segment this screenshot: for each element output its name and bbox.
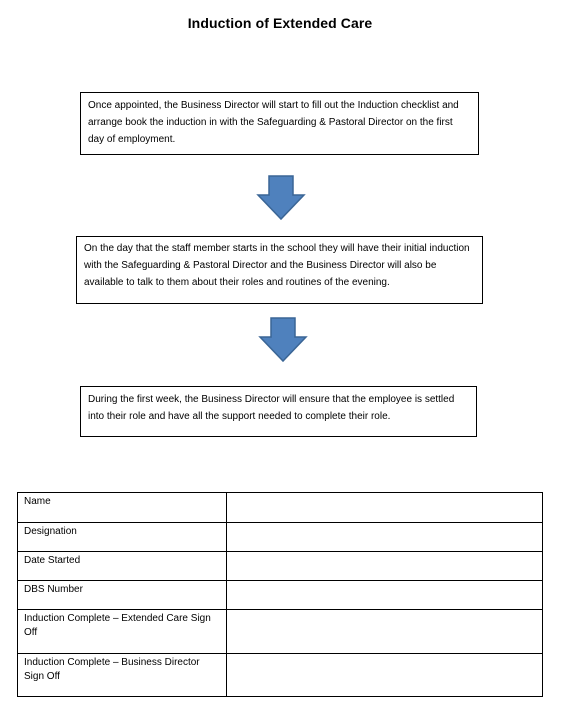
extended-care-sign-off-field[interactable] bbox=[227, 610, 543, 654]
business-director-sign-off-label: Induction Complete – Business Director Sign Off bbox=[18, 654, 227, 697]
table-row bbox=[18, 610, 543, 654]
flow-step-2: On the day that the staff member starts in the school they will have their initial induction with the Safeguarding & Pastoral Director and the Business Director will also be available to talk to them about their roles and routines of the evening. bbox=[76, 236, 483, 304]
designation-field[interactable] bbox=[227, 523, 543, 552]
induction-form-table bbox=[17, 492, 543, 697]
table-row bbox=[18, 493, 543, 523]
down-arrow-icon bbox=[256, 175, 306, 221]
table-row bbox=[18, 581, 543, 610]
table-row bbox=[18, 552, 543, 581]
table-row bbox=[18, 654, 543, 697]
name-field[interactable] bbox=[227, 493, 543, 523]
date-started-field[interactable] bbox=[227, 552, 543, 581]
name-label: Name bbox=[18, 493, 227, 523]
dbs-number-label: DBS Number bbox=[18, 581, 227, 610]
down-arrow-icon bbox=[258, 317, 308, 363]
dbs-number-field[interactable] bbox=[227, 581, 543, 610]
date-started-label: Date Started bbox=[18, 552, 227, 581]
designation-label: Designation bbox=[18, 523, 227, 552]
flow-step-3: During the first week, the Business Director will ensure that the employee is settled into their role and have all the support needed to complete their role. bbox=[80, 386, 477, 437]
page-title: Induction of Extended Care bbox=[187, 15, 373, 31]
flow-step-1: Once appointed, the Business Director will start to fill out the Induction checklist and arrange book the induction in with the Safeguarding & Pastoral Director on the first day of employment. bbox=[80, 92, 479, 155]
extended-care-sign-off-label: Induction Complete – Extended Care Sign Off bbox=[18, 610, 227, 654]
business-director-sign-off-field[interactable] bbox=[227, 654, 543, 697]
table-row bbox=[18, 523, 543, 552]
